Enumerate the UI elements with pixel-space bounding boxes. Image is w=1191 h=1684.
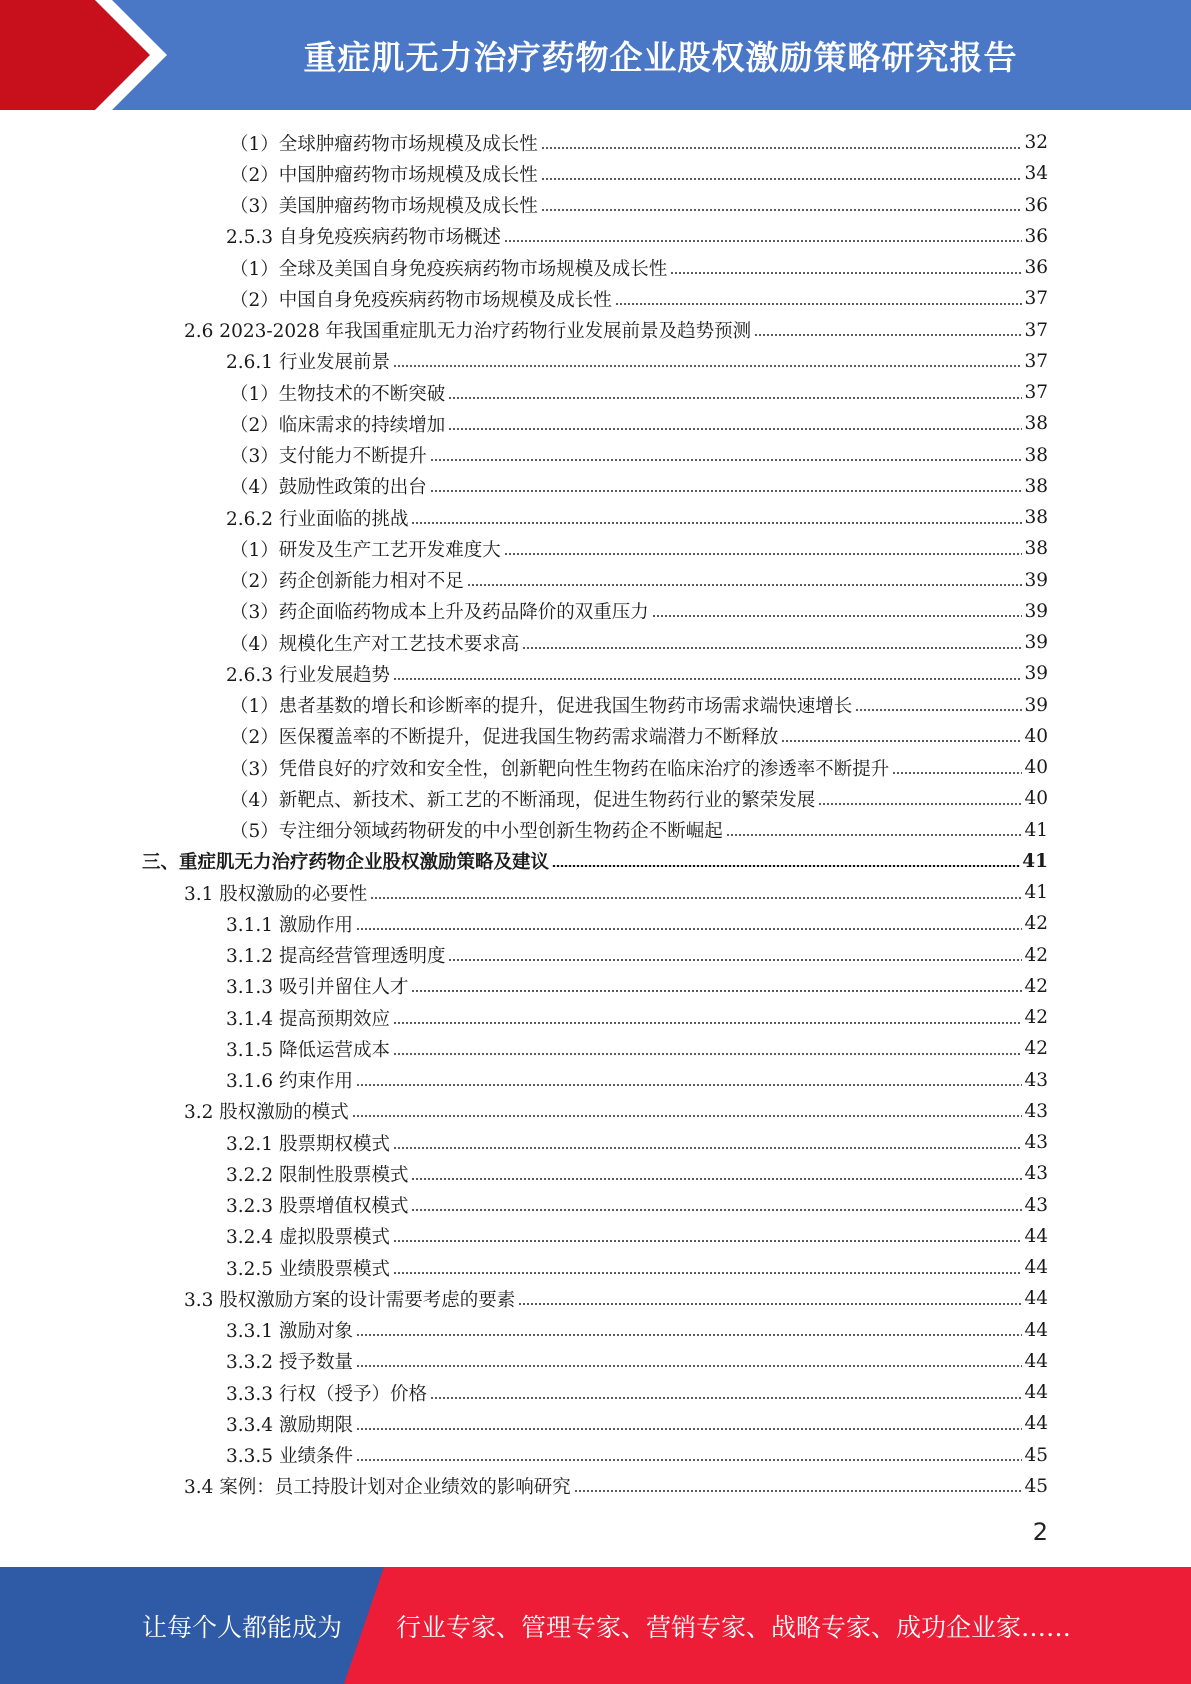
- toc-entry-label: 3.1.2 提高经营管理透明度: [226, 946, 446, 967]
- toc-dot-leader: [356, 1334, 1023, 1336]
- toc-entry[interactable]: [230, 158, 1048, 189]
- toc-entry-page: 39: [1024, 694, 1048, 716]
- toc-dot-leader: [467, 584, 1023, 586]
- toc-dot-leader: [726, 834, 1023, 836]
- toc-entry-page: 43: [1024, 1132, 1048, 1153]
- toc-entry-page: 41: [1024, 882, 1048, 903]
- toc-entry[interactable]: [230, 721, 1048, 752]
- toc-entry[interactable]: [230, 783, 1048, 814]
- toc-entry-label: （3）支付能力不断提升: [230, 446, 427, 467]
- toc-entry[interactable]: [226, 1221, 1048, 1252]
- toc-dot-leader: [370, 897, 1022, 899]
- toc-entry-page: 44: [1024, 1350, 1048, 1372]
- toc-entry-page: 36: [1024, 225, 1048, 247]
- toc-entry[interactable]: [230, 283, 1048, 314]
- toc-entry[interactable]: [230, 252, 1048, 283]
- toc-entry[interactable]: [230, 471, 1048, 502]
- toc-dot-leader: [356, 1459, 1023, 1461]
- toc-entry-page: 43: [1024, 1069, 1048, 1091]
- toc-dot-leader: [393, 1147, 1022, 1149]
- toc-entry-page: 36: [1024, 257, 1048, 278]
- toc-entry-page: 36: [1024, 194, 1048, 216]
- toc-dot-leader: [356, 1428, 1023, 1430]
- toc-entry-page: 40: [1024, 757, 1048, 778]
- toc-entry[interactable]: [184, 315, 1048, 346]
- toc-entry-page: 42: [1024, 1007, 1048, 1028]
- toc-dot-leader: [652, 615, 1023, 617]
- toc-dot-leader: [754, 334, 1022, 336]
- toc-entry-label: 3.2.3 股票增值权模式: [226, 1196, 409, 1217]
- toc-entry[interactable]: [184, 1096, 1048, 1127]
- toc-entry[interactable]: [226, 502, 1048, 533]
- toc-entry[interactable]: [230, 815, 1048, 846]
- toc-entry-page: 38: [1024, 444, 1048, 466]
- toc-dot-leader: [393, 1053, 1022, 1055]
- toc-entry-label: 3.3.2 授予数量: [226, 1352, 353, 1374]
- toc-entry[interactable]: [226, 221, 1048, 252]
- toc-entry[interactable]: [230, 596, 1048, 627]
- toc-entry-label: 3.1.4 提高预期效应: [226, 1008, 390, 1030]
- toc-entry-page: 44: [1024, 1257, 1048, 1278]
- toc-entry-page: 40: [1024, 725, 1048, 747]
- toc-dot-leader: [448, 959, 1022, 961]
- toc-entry-label: 2.6.3 行业发展趋势: [226, 664, 390, 686]
- toc-entry[interactable]: [184, 1471, 1048, 1502]
- toc-entry-label: 3.1.6 约束作用: [226, 1071, 353, 1092]
- toc-entry[interactable]: [230, 377, 1048, 408]
- toc-entry-label: （3）美国肿瘤药物市场规模及成长性: [230, 196, 538, 217]
- toc-dot-leader: [670, 272, 1022, 274]
- toc-entry-label: 3.2.5 业绩股票模式: [226, 1258, 390, 1280]
- toc-entry[interactable]: [230, 127, 1048, 158]
- toc-dot-leader: [781, 740, 1022, 742]
- toc-entry-page: 45: [1024, 1475, 1048, 1497]
- toc-entry-label: 2.6.2 行业面临的挑战: [226, 508, 409, 530]
- toc-entry[interactable]: [226, 1158, 1048, 1189]
- toc-entry-page: 37: [1024, 288, 1048, 310]
- toc-entry-page: 45: [1024, 1444, 1048, 1466]
- toc-entry-label: （4）鼓励性政策的出台: [230, 477, 427, 499]
- toc-entry-label: 3.4 案例：员工持股计划对企业绩效的影响研究: [184, 1477, 571, 1499]
- toc-entry[interactable]: [226, 658, 1048, 689]
- toc-entry-label: 3.1.5 降低运营成本: [226, 1039, 390, 1061]
- toc-entry[interactable]: [230, 533, 1048, 564]
- toc-dot-leader: [892, 772, 1022, 774]
- toc-entry-label: 2.6.1 行业发展前景: [226, 352, 390, 374]
- toc-dot-leader: [615, 303, 1023, 305]
- toc-dot-leader: [393, 678, 1022, 680]
- toc-entry-label: 3.2.2 限制性股票模式: [226, 1164, 409, 1186]
- toc-entry[interactable]: [226, 1346, 1048, 1377]
- toc-dot-leader: [574, 1490, 1023, 1492]
- toc-entry-page: 43: [1024, 1100, 1048, 1122]
- toc-entry-page: 37: [1024, 350, 1048, 372]
- toc-entry[interactable]: [226, 1440, 1048, 1471]
- toc-dot-leader: [522, 647, 1022, 649]
- toc-entry-page: 39: [1024, 600, 1048, 622]
- toc-dot-leader: [393, 1240, 1022, 1242]
- toc-dot-leader: [352, 1115, 1023, 1117]
- toc-entry-page: 42: [1024, 975, 1048, 997]
- toc-dot-leader: [411, 990, 1022, 992]
- toc-dot-leader: [541, 147, 1023, 149]
- toc-entry-label: （1）生物技术的不断突破: [230, 383, 446, 405]
- toc-entry-label: （2）中国自身免疫疾病药物市场规模及成长性: [230, 289, 612, 311]
- toc-dot-leader: [518, 1303, 1022, 1305]
- toc-entry-label: 3.3.3 行权（授予）价格: [226, 1383, 427, 1405]
- toc-entry-label: 三、重症肌无力治疗药物企业股权激励策略及建议: [142, 852, 550, 874]
- toc-entry[interactable]: [230, 408, 1048, 439]
- toc-entry-page: 39: [1024, 569, 1048, 591]
- toc-dot-leader: [430, 490, 1023, 492]
- toc-entry[interactable]: [230, 190, 1048, 221]
- toc-entry[interactable]: [226, 971, 1048, 1002]
- toc-entry-page: 38: [1024, 538, 1048, 560]
- toc-entry-page: 37: [1024, 382, 1048, 403]
- toc-entry-page: 39: [1024, 632, 1048, 653]
- toc-entry-label: （2）药企创新能力相对不足: [230, 571, 464, 592]
- toc-entry[interactable]: [230, 565, 1048, 596]
- toc-entry-label: 3.2 股权激励的模式: [184, 1102, 349, 1124]
- toc-entry-label: 3.2.1 股票期权模式: [226, 1133, 390, 1155]
- footer-slogan-right: 行业专家、管理专家、营销专家、战略专家、成功企业家……: [396, 1612, 1072, 1642]
- toc-dot-leader: [356, 928, 1023, 930]
- toc-entry[interactable]: [184, 877, 1048, 908]
- toc-entry-page: 44: [1024, 1382, 1048, 1403]
- toc-entry-page: 38: [1024, 507, 1048, 528]
- toc-entry[interactable]: [226, 1065, 1048, 1096]
- toc-entry-page: 32: [1024, 132, 1048, 153]
- toc-entry-label: 2.6 2023-2028 年我国重症肌无力治疗药物行业发展前景及趋势预测: [184, 321, 752, 342]
- toc-entry-label: 3.3.1 激励对象: [226, 1321, 353, 1342]
- toc-dot-leader: [411, 522, 1022, 524]
- toc-entry-page: 44: [1024, 1413, 1048, 1435]
- toc-entry-page: 44: [1024, 1288, 1048, 1310]
- toc-entry-page: 39: [1024, 663, 1048, 685]
- toc-entry-label: （4）新靶点、新技术、新工艺的不断涌现，促进生物药行业的繁荣发展: [230, 789, 816, 811]
- toc-dot-leader: [411, 1209, 1022, 1211]
- toc-entry-label: 3.3.4 激励期限: [226, 1414, 353, 1436]
- toc-entry-page: 41: [1022, 850, 1048, 872]
- toc-entry-label: （1）患者基数的增长和诊断率的提升，促进我国生物药市场需求端快速增长: [230, 696, 853, 717]
- toc-dot-leader: [356, 1084, 1023, 1086]
- toc-entry-label: 3.1.3 吸引并留住人才: [226, 977, 409, 999]
- toc-dot-leader: [552, 865, 1020, 867]
- toc-entry[interactable]: [226, 1408, 1048, 1439]
- toc-entry[interactable]: [230, 752, 1048, 783]
- toc-entry-label: 2.5.3 自身免疫疾病药物市场概述: [226, 227, 501, 249]
- toc-dot-leader: [393, 365, 1022, 367]
- toc-dot-leader: [855, 709, 1022, 711]
- toc-entry-label: （3）凭借良好的疗效和安全性，创新靶向性生物药在临床治疗的渗透率不断提升: [230, 758, 890, 780]
- footer-slogan-left: 让每个人都能成为: [142, 1612, 343, 1642]
- toc-entry[interactable]: [230, 627, 1048, 658]
- toc-entry[interactable]: [230, 690, 1048, 721]
- toc-entry-page: 42: [1024, 944, 1048, 966]
- toc-entry-page: 42: [1024, 1038, 1048, 1060]
- page-footer: [0, 1567, 1191, 1684]
- toc-entry-label: （1）研发及生产工艺开发难度大: [230, 539, 501, 561]
- toc-dot-leader: [411, 1178, 1022, 1180]
- toc-entry[interactable]: [226, 1033, 1048, 1064]
- toc-entry[interactable]: [226, 908, 1048, 939]
- toc-dot-leader: [430, 1397, 1022, 1399]
- document-title: 重症肌无力治疗药物企业股权激励策略研究报告: [303, 37, 1018, 77]
- page-header: [0, 0, 1191, 110]
- toc-entry-label: （2）临床需求的持续增加: [230, 414, 446, 436]
- toc-entry-label: （4）规模化生产对工艺技术要求高: [230, 633, 520, 655]
- toc-dot-leader: [356, 1365, 1023, 1367]
- toc-entry[interactable]: [230, 440, 1048, 471]
- toc-entry-page: 37: [1024, 319, 1048, 341]
- page-number: 2: [1032, 1518, 1048, 1546]
- toc-entry-label: 3.1.1 激励作用: [226, 914, 353, 936]
- toc-dot-leader: [430, 459, 1023, 461]
- toc-entry-page: 38: [1024, 413, 1048, 435]
- toc-entry[interactable]: [226, 1190, 1048, 1221]
- toc-entry[interactable]: [226, 1377, 1048, 1408]
- toc-entry-label: （1）全球肿瘤药物市场规模及成长性: [230, 133, 538, 155]
- toc-entry-label: （3）药企面临药物成本上升及药品降价的双重压力: [230, 602, 649, 624]
- toc-entry-label: （2）医保覆盖率的不断提升，促进我国生物药需求端潜力不断释放: [230, 727, 779, 749]
- toc-entry-page: 44: [1024, 1225, 1048, 1247]
- toc-entry[interactable]: [226, 1252, 1048, 1283]
- toc-entry-page: 40: [1024, 788, 1048, 810]
- toc-entry-label: 3.2.4 虚拟股票模式: [226, 1227, 390, 1249]
- toc-entry[interactable]: [226, 940, 1048, 971]
- toc-entry-page: 43: [1024, 1163, 1048, 1185]
- toc-dot-leader: [393, 1272, 1022, 1274]
- toc-entry-page: 38: [1024, 475, 1048, 497]
- toc-entry-page: 41: [1024, 819, 1048, 841]
- toc-dot-leader: [393, 1022, 1022, 1024]
- toc-entry-label: 3.1 股权激励的必要性: [184, 883, 368, 905]
- toc-dot-leader: [541, 209, 1023, 211]
- toc-entry-label: 3.3 股权激励方案的设计需要考虑的要素: [184, 1289, 516, 1311]
- toc-entry-page: 43: [1024, 1194, 1048, 1216]
- toc-entry[interactable]: [142, 846, 1048, 877]
- toc-dot-leader: [504, 553, 1023, 555]
- toc-entry[interactable]: [226, 1002, 1048, 1033]
- toc-entry-label: （5）专注细分领域药物研发的中小型创新生物药企不断崛起: [230, 821, 723, 842]
- toc-dot-leader: [448, 428, 1022, 430]
- toc-entry[interactable]: [226, 1127, 1048, 1158]
- toc-entry-page: 44: [1024, 1319, 1048, 1341]
- toc-dot-leader: [504, 240, 1022, 242]
- toc-entry[interactable]: [226, 346, 1048, 377]
- toc-entry[interactable]: [184, 1283, 1048, 1314]
- toc-entry-page: 42: [1024, 913, 1048, 935]
- toc-entry-label: （2）中国肿瘤药物市场规模及成长性: [230, 164, 538, 186]
- toc-entry[interactable]: [226, 1315, 1048, 1346]
- toc-dot-leader: [818, 803, 1022, 805]
- toc-dot-leader: [541, 178, 1023, 180]
- toc-entry-label: （1）全球及美国自身免疫疾病药物市场规模及成长性: [230, 258, 668, 280]
- toc-dot-leader: [448, 397, 1022, 399]
- toc-entry-page: 34: [1024, 163, 1048, 185]
- toc-entry-label: 3.3.5 业绩条件: [226, 1446, 353, 1467]
